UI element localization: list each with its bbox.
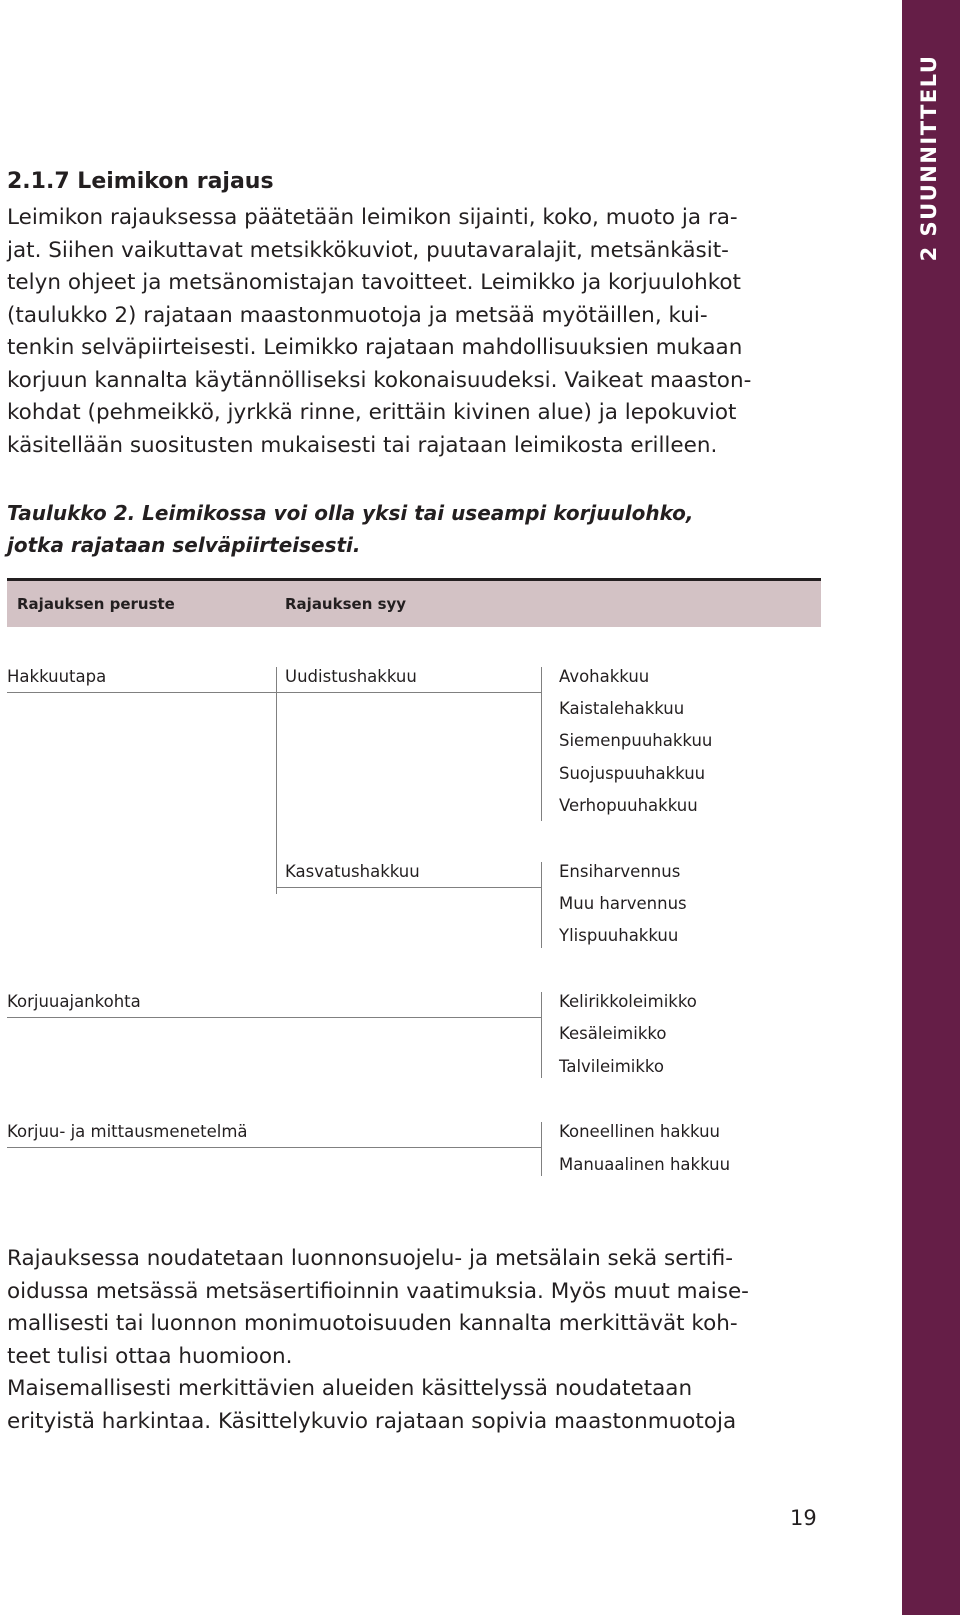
section-heading: 2.1.7 Leimikon rajaus [7,169,274,194]
group-underline [7,1147,542,1148]
table-caption: Taulukko 2. Leimikossa voi olla yksi tai useampi korjuulohko, jotka rajataan selväpiirteisesti. [7,501,694,557]
page-number: 19 [790,1506,817,1530]
table-item: Manuaalinen hakkuu [559,1155,731,1174]
table-header-criterion: Rajauksen peruste [17,595,175,613]
table-item: Kelirikkoleimikko [559,992,697,1011]
table-subgroup-label: Kasvatushakkuu [285,862,420,881]
table-item: Muu harvennus [559,894,687,913]
table-header-reason: Rajauksen syy [285,595,407,613]
table-item: Ensiharvennus [559,862,681,881]
table-item: Kaistalehakkuu [559,699,685,718]
table-item: Avohakkuu [559,667,650,686]
table-group-label: Hakkuutapa [7,667,107,686]
table-item: Siemenpuuhakkuu [559,731,713,750]
table-group-label: Korjuu- ja mittausmenetelmä [7,1122,248,1141]
table-subgroup-label: Uudistushakkuu [285,667,417,686]
subgroup-underline [276,887,542,888]
subgroup-bracket-line [541,667,542,821]
table-item: Verhopuuhakkuu [559,796,698,815]
table-group-label: Korjuuajankohta [7,992,141,1011]
table-item: Suojuspuuhakkuu [559,764,706,783]
outro-paragraph: Rajauksessa noudatetaan luonnonsuojelu- ja metsälain sekä sertifi- oidussa metsässä metsäsertifioinnin vaatimuksia. Myös muut maise- mallisesti tai luonnon monimuotoisuuden kannalta merkittävät koh- teet tulisi ottaa huomioon. Maisemallisesti merkittävien alueiden käsittelyssä noudatetaan erityistä harkintaa. Käsittelykuvio rajataan sopivia maastonmuotoja [7,1246,749,1434]
group-bracket-line [276,667,277,894]
intro-paragraph: Leimikon rajauksessa päätetään leimikon sijainti, koko, muoto ja ra- jat. Siihen vaikuttavat metsikkökuviot, puutavaralajit, metsänkäsit- telyn ohjeet ja metsänomistajan tavoitteet. Leimikko ja korjuulohkot (taulukko 2) rajataan maastonmuotoja ja metsää myötäillen, kui- tenkin selväpiirteisesti. Leimikko rajataan mahdollisuuksien mukaan korjuun kannalta käytännölliseksi kokonaisuudeksi. Vaikeat maaston- kohdat (pehmeikkö, jyrkkä rinne, erittäin kivinen alue) ja lepokuviot käsitellään suositusten mukaisesti tai rajataan leimikosta erilleen. [7,205,752,458]
group-bracket-line [541,992,542,1078]
group-underline [7,692,277,693]
table-item: Koneellinen hakkuu [559,1122,721,1141]
group-underline [7,1017,542,1018]
subgroup-underline [276,692,542,693]
chapter-tab-label: 2 SUUNNITTELU [917,54,941,262]
table-item: Talvileimikko [559,1057,664,1076]
subgroup-bracket-line [541,862,542,948]
group-bracket-line [541,1122,542,1176]
table-item: Kesäleimikko [559,1024,667,1043]
table-item: Ylispuuhakkuu [559,926,679,945]
